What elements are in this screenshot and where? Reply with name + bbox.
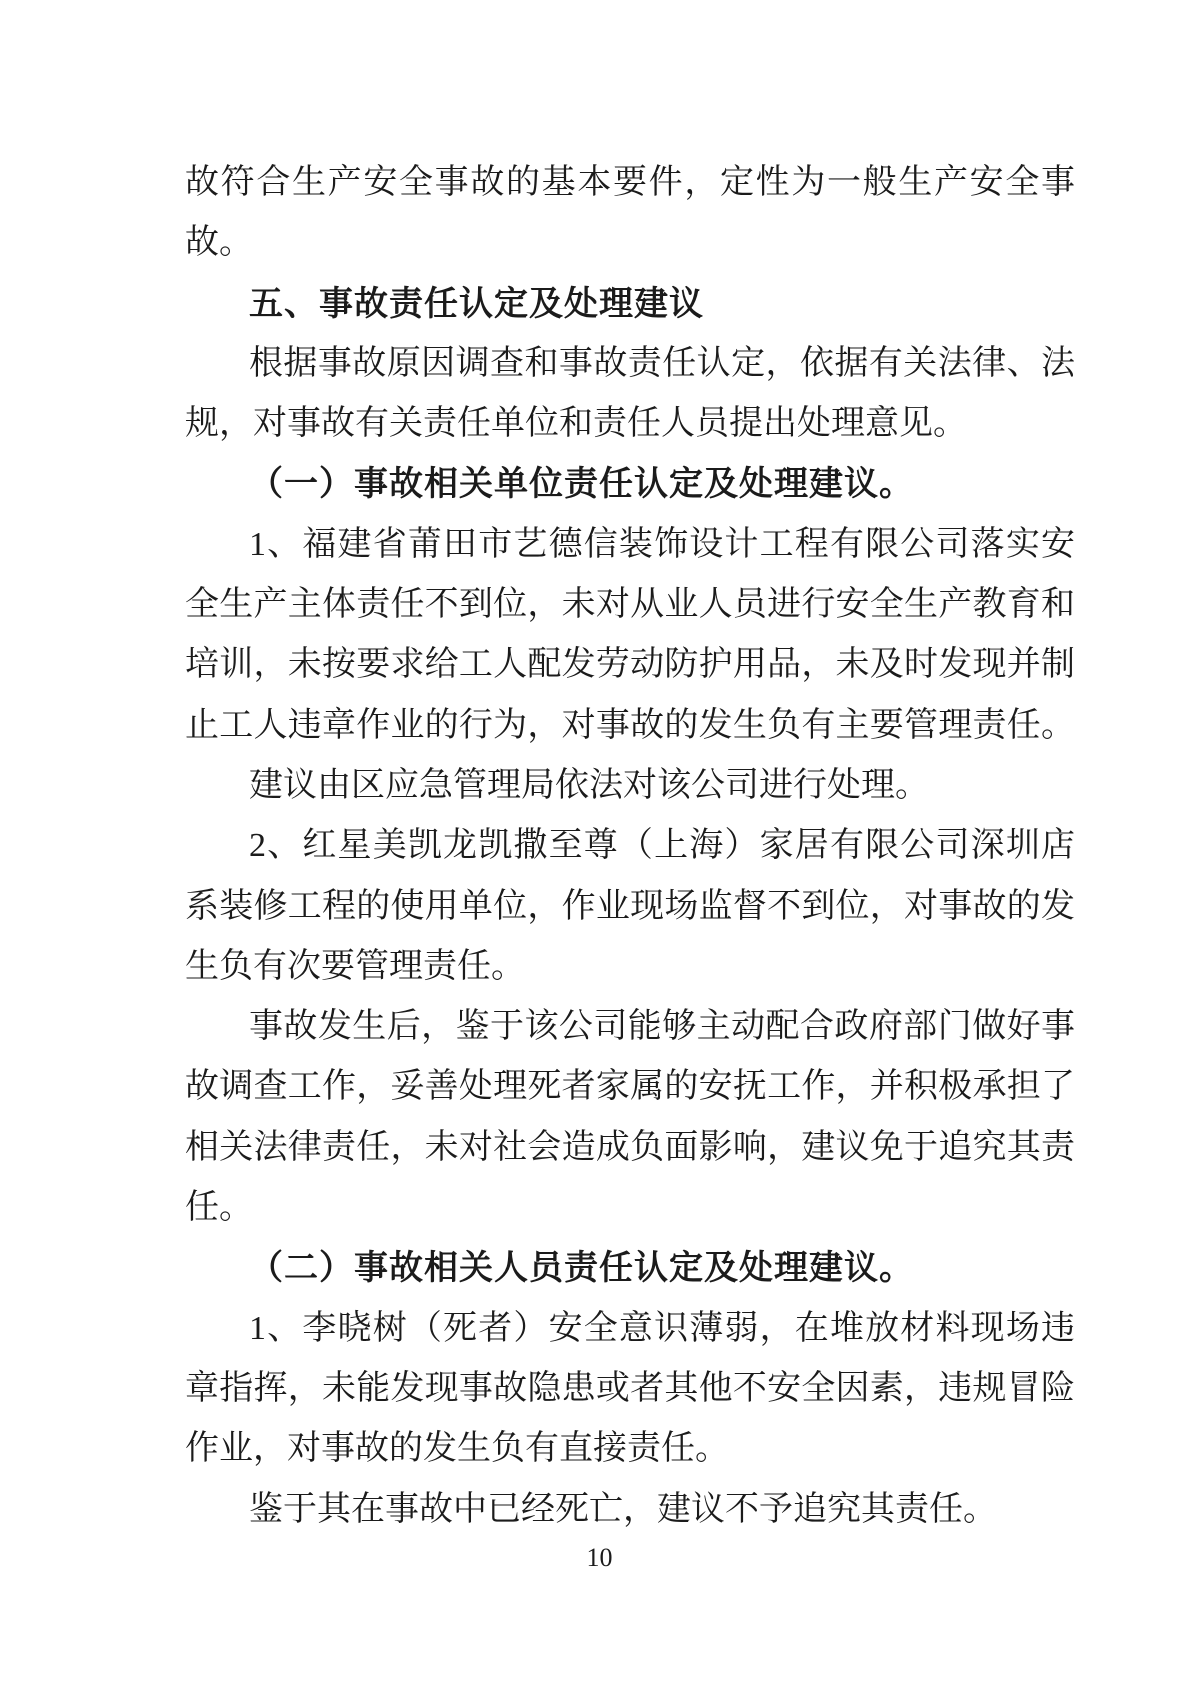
text-line: 1、福建省莆田市艺德信装饰设计工程有限公司落实安: [249, 525, 1075, 563]
text-line: 建议由区应急管理局依法对该公司进行处理。: [249, 766, 929, 804]
text-line: 全生产主体责任不到位，未对从业人员进行安全生产教育和: [185, 586, 1075, 624]
text-line: 止工人违章作业的行为，对事故的发生负有主要管理责任。: [185, 706, 1075, 744]
text-line: 事故发生后，鉴于该公司能够主动配合政府部门做好事: [249, 1008, 1075, 1046]
text-line: 相关法律责任，未对社会造成负面影响，建议免于追究其责: [185, 1128, 1075, 1166]
section-heading: 五、事故责任认定及处理建议: [249, 284, 704, 323]
text-line: 规，对事故有关责任单位和责任人员提出处理意见。: [185, 405, 967, 443]
text-line: 故。: [185, 224, 253, 262]
text-line: 鉴于其在事故中已经死亡，建议不予追究其责任。: [249, 1490, 997, 1528]
text-line: 故符合生产安全事故的基本要件，定性为一般生产安全事: [185, 164, 1075, 201]
text-line: 生负有次要管理责任。: [185, 947, 525, 985]
section-heading: （二）事故相关人员责任认定及处理建议。: [249, 1249, 914, 1288]
text-line: 2、红星美凯龙凯撒至尊（上海）家居有限公司深圳店: [249, 827, 1075, 865]
text-line: 系装修工程的使用单位，作业现场监督不到位，对事故的发: [185, 887, 1075, 925]
text-line: 故调查工作，妥善处理死者家属的安抚工作，并积极承担了: [185, 1068, 1075, 1106]
page-number: 10: [586, 1543, 613, 1572]
text-line: 作业，对事故的发生负有直接责任。: [185, 1430, 729, 1468]
text-line: 任。: [185, 1189, 253, 1227]
section-heading: （一）事故相关单位责任认定及处理建议。: [249, 465, 914, 504]
text-line: 根据事故原因调查和事故责任认定，依据有关法律、法: [249, 344, 1075, 382]
text-line: 培训，未按要求给工人配发劳动防护用品，未及时发现并制: [185, 646, 1075, 684]
text-line: 1、李晓树（死者）安全意识薄弱，在堆放材料现场违: [249, 1309, 1075, 1347]
document-body: [185, 153, 1075, 1540]
text-line: 章指挥，未能发现事故隐患或者其他不安全因素，违规冒险: [185, 1369, 1075, 1407]
